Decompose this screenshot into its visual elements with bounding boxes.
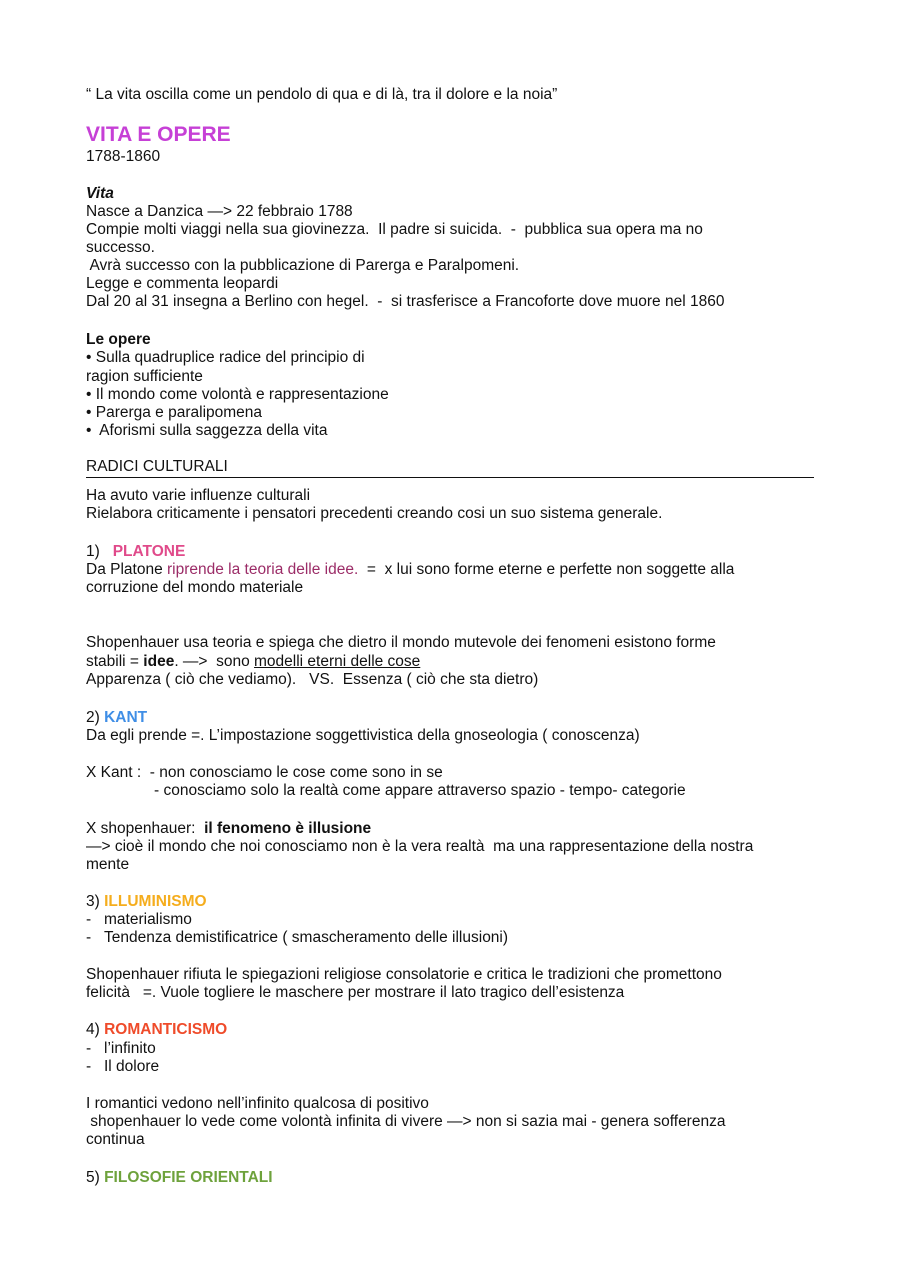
vita-line: Legge e commenta leopardi <box>86 275 279 292</box>
romanticismo-number: 4) <box>86 1021 105 1038</box>
opere-item: • Aforismi sulla saggezza della vita <box>86 422 328 439</box>
platone-line <box>86 653 420 671</box>
romanticismo-item-text: Il dolore <box>104 1058 160 1075</box>
illuminismo-item-text: materialismo <box>104 911 192 928</box>
illuminismo-item-text: Tendenza demistificatrice ( smascheramento delle illusioni) <box>104 929 509 946</box>
opere-item: • Parerga e paralipomena <box>86 404 263 421</box>
platone-text: Da Platone <box>86 561 167 578</box>
platone-highlight: riprende la teoria delle idee. <box>167 561 359 578</box>
romanticismo-line: shopenhauer lo vede come volontà infinita di vivere —> non si sazia mai - genera sofferenza <box>86 1113 726 1130</box>
illuminismo-name: ILLUMINISMO <box>104 893 207 910</box>
vita-line: Nasce a Danzica —> 22 febbraio 1788 <box>86 203 353 220</box>
romanticismo-item-text: l’infinito <box>104 1040 156 1057</box>
vita-line: Dal 20 al 31 insegna a Berlino con hegel. - si trasferisce a Francoforte dove muore nel 1860 <box>86 293 725 310</box>
radici-heading: RADICI CULTURALI <box>86 458 228 475</box>
opere-item: ragion sufficiente <box>86 368 203 385</box>
platone-line: corruzione del mondo materiale <box>86 579 304 596</box>
platone-number: 1) <box>86 543 113 560</box>
kant-line: Da egli prende =. L’impostazione soggettivistica della gnoseologia ( conoscenza) <box>86 727 640 744</box>
illuminismo-line: Shopenhauer rifiuta le spiegazioni religiose consolatorie e critica le tradizioni che promettono <box>86 966 722 983</box>
section-divider <box>86 477 814 478</box>
illuminismo-item: - Tendenza demistificatrice ( smascheramento delle illusioni) <box>86 929 509 946</box>
romanticismo-line: continua <box>86 1131 145 1148</box>
illuminismo-item: - materialismo <box>86 911 192 928</box>
orientali-name: FILOSOFIE ORIENTALI <box>104 1169 273 1186</box>
opere-item: • Sulla quadruplice radice del principio di <box>86 349 365 366</box>
platone-text: = x lui sono forme eterne e perfette non soggette alla <box>358 561 735 578</box>
illuminismo-line: felicità =. Vuole togliere le maschere per mostrare il lato tragico dell’esistenza <box>86 984 625 1001</box>
platone-name: PLATONE <box>112 543 186 560</box>
romanticismo-heading <box>86 1021 227 1039</box>
opening-quote: “ La vita oscilla come un pendolo di qua e di là, tra il dolore e la noia” <box>86 86 558 103</box>
vita-line: Compie molti viaggi nella sua giovinezza. Il padre si suicida. - pubblica sua opera ma no <box>86 221 703 238</box>
kant-line: —> cioè il mondo che noi conosciamo non è la vera realtà ma una rappresentazione della nostra <box>86 838 754 855</box>
illuminismo-number: 3) <box>86 893 105 910</box>
platone-line <box>86 561 734 579</box>
orientali-heading <box>86 1169 273 1187</box>
kant-line <box>86 820 371 838</box>
kant-text: X shopenhauer: <box>86 820 205 837</box>
romanticismo-name: ROMANTICISMO <box>104 1021 228 1038</box>
fenomeno-bold: il fenomeno è illusione <box>204 820 372 837</box>
platone-line: Shopenhauer usa teoria e spiega che dietro il mondo mutevole dei fenomeni esistono forme <box>86 634 716 651</box>
idee-bold: idee <box>143 653 175 670</box>
kant-line: X Kant : - non conosciamo le cose come sono in se <box>86 764 443 781</box>
romanticismo-item: - Il dolore <box>86 1058 160 1075</box>
kant-line: - conosciamo solo la realtà come appare attraverso spazio - tempo- categorie <box>154 782 686 799</box>
vita-heading: Vita <box>86 185 114 202</box>
modelli-underlined: modelli eterni delle cose <box>254 653 421 670</box>
vita-line: successo. <box>86 239 155 256</box>
kant-name: KANT <box>104 709 148 726</box>
illuminismo-heading <box>86 893 207 911</box>
section-title-vita-e-opere: VITA E OPERE <box>86 123 231 146</box>
radici-intro-line: Ha avuto varie influenze culturali <box>86 487 311 504</box>
kant-heading <box>86 709 147 727</box>
platone-heading <box>86 543 185 561</box>
platone-line: Apparenza ( ciò che vediamo). VS. Essenza ( ciò che sta dietro) <box>86 671 539 688</box>
vita-line: Avrà successo con la pubblicazione di Parerga e Paralpomeni. <box>86 257 520 274</box>
opere-item: • Il mondo come volontà e rappresentazione <box>86 386 389 403</box>
romanticismo-item: - l’infinito <box>86 1040 156 1057</box>
orientali-number: 5) <box>86 1169 105 1186</box>
romanticismo-line: I romantici vedono nell’infinito qualcosa di positivo <box>86 1095 429 1112</box>
kant-line: mente <box>86 856 130 873</box>
radici-intro-line: Rielabora criticamente i pensatori precedenti creando cosi un suo sistema generale. <box>86 505 663 522</box>
life-dates: 1788-1860 <box>86 148 161 165</box>
kant-number: 2) <box>86 709 105 726</box>
opere-heading: Le opere <box>86 331 151 348</box>
platone-text: stabili = <box>86 653 144 670</box>
platone-text: . —> sono <box>174 653 255 670</box>
